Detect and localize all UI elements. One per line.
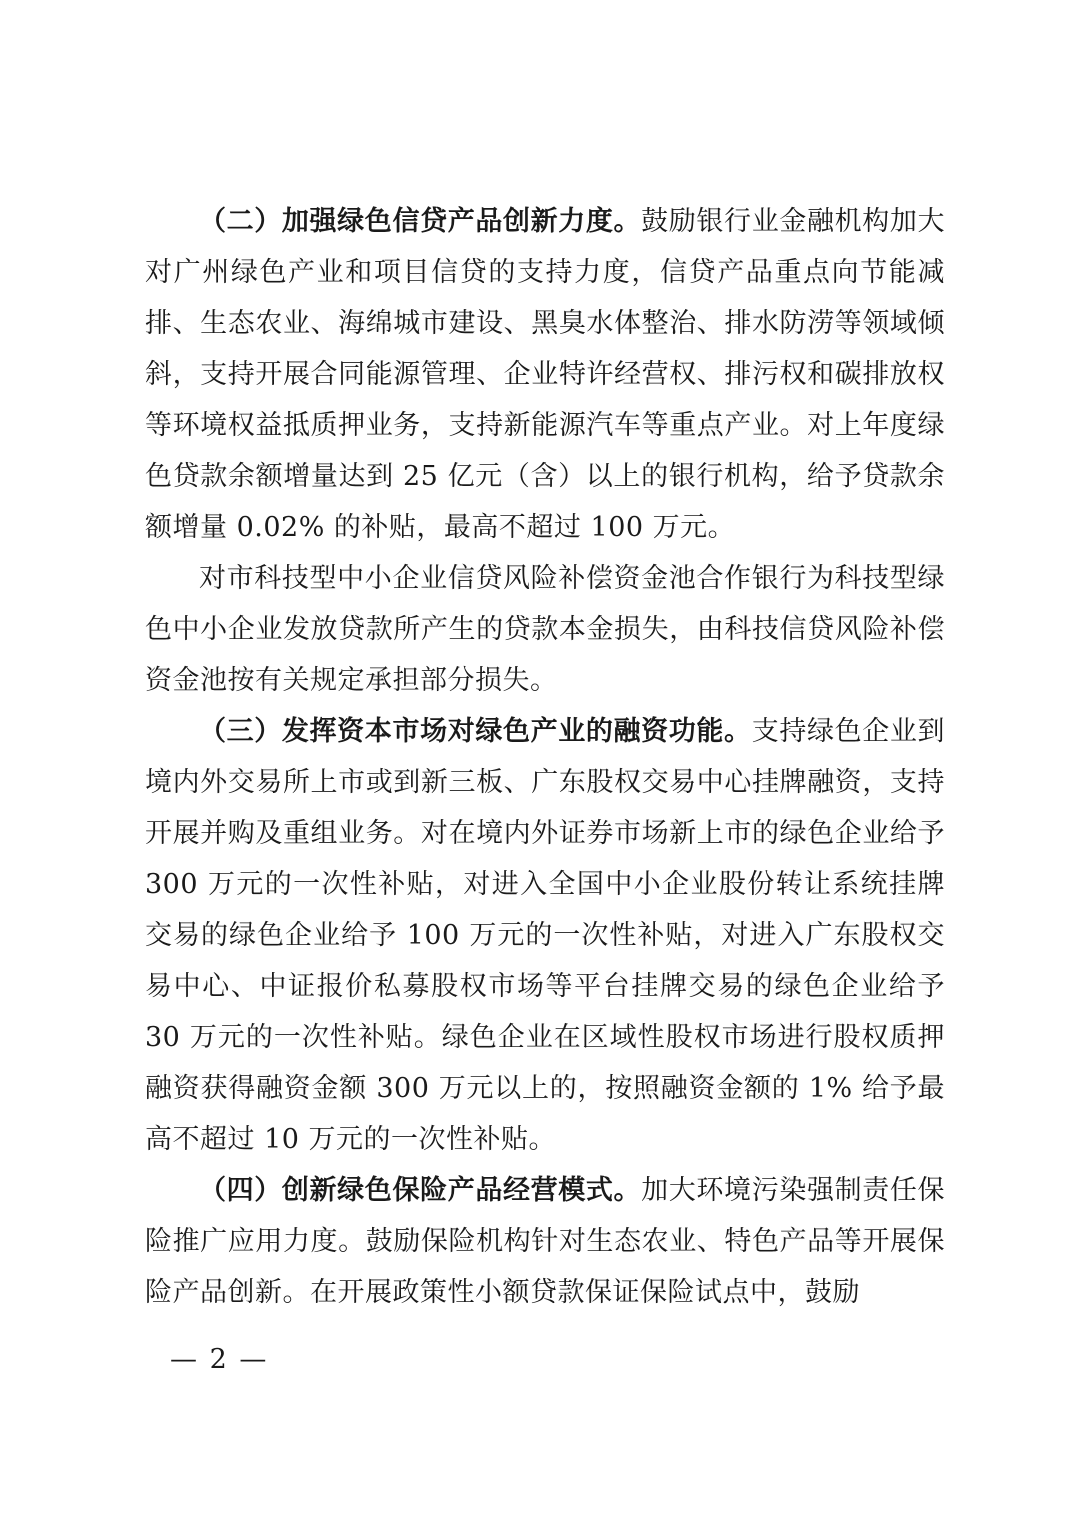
paragraph-text: 支持绿色企业到境内外交易所上市或到新三板、广东股权交易中心挂牌融资，支持开展并购及重组业务。对在境内外证券市场新上市的绿色企业给予 300 万元的一次性补贴，对进入全国中小企业股份转让系统挂牌交易的绿色企业给予 100 万元的一次性补贴，对进入广东股权交易中心、中证报价私募股权市场等平台挂牌交易的绿色企业给予 30 万元的一次性补贴。绿色企业在区域性股权市场进行股权质押融资获得融资金额 300 万元以上的，按照融资金额的 1% 给予最高不超过 10 万元的一次性补贴。 bbox=[145, 716, 946, 1155]
paragraph-capital-market bbox=[145, 706, 945, 1165]
paragraph-text: 对市科技型中小企业信贷风险补偿资金池合作银行为科技型绿色中小企业发放贷款所产生的贷款本金损失，由科技信贷风险补偿资金池按有关规定承担部分损失。 bbox=[145, 563, 945, 696]
document-body bbox=[145, 196, 945, 1318]
section-heading-2: （二）加强绿色信贷产品创新力度。 bbox=[199, 206, 642, 237]
section-heading-3: （三）发挥资本市场对绿色产业的融资功能。 bbox=[199, 716, 752, 747]
section-heading-4: （四）创新绿色保险产品经营模式。 bbox=[199, 1175, 642, 1206]
paragraph-green-credit bbox=[145, 196, 945, 553]
paragraph-text: 鼓励银行业金融机构加大对广州绿色产业和项目信贷的支持力度，信贷产品重点向节能减排、生态农业、海绵城市建设、黑臭水体整治、排水防涝等领域倾斜，支持开展合同能源管理、企业特许经营权、排污权和碳排放权等环境权益抵质押业务，支持新能源汽车等重点产业。对上年度绿色贷款余额增量达到 25 亿元（含）以上的银行机构，给予贷款余额增量 0.02% 的补贴，最高不超过 100 万元。 bbox=[145, 206, 946, 543]
page-number: — 2 — bbox=[170, 1344, 269, 1375]
paragraph-risk-compensation bbox=[145, 553, 945, 706]
paragraph-green-insurance bbox=[145, 1165, 945, 1318]
paragraph-text: 加大环境污染强制责任保险推广应用力度。鼓励保险机构针对生态农业、特色产品等开展保险产品创新。在开展政策性小额贷款保证保险试点中，鼓励 bbox=[145, 1175, 946, 1308]
